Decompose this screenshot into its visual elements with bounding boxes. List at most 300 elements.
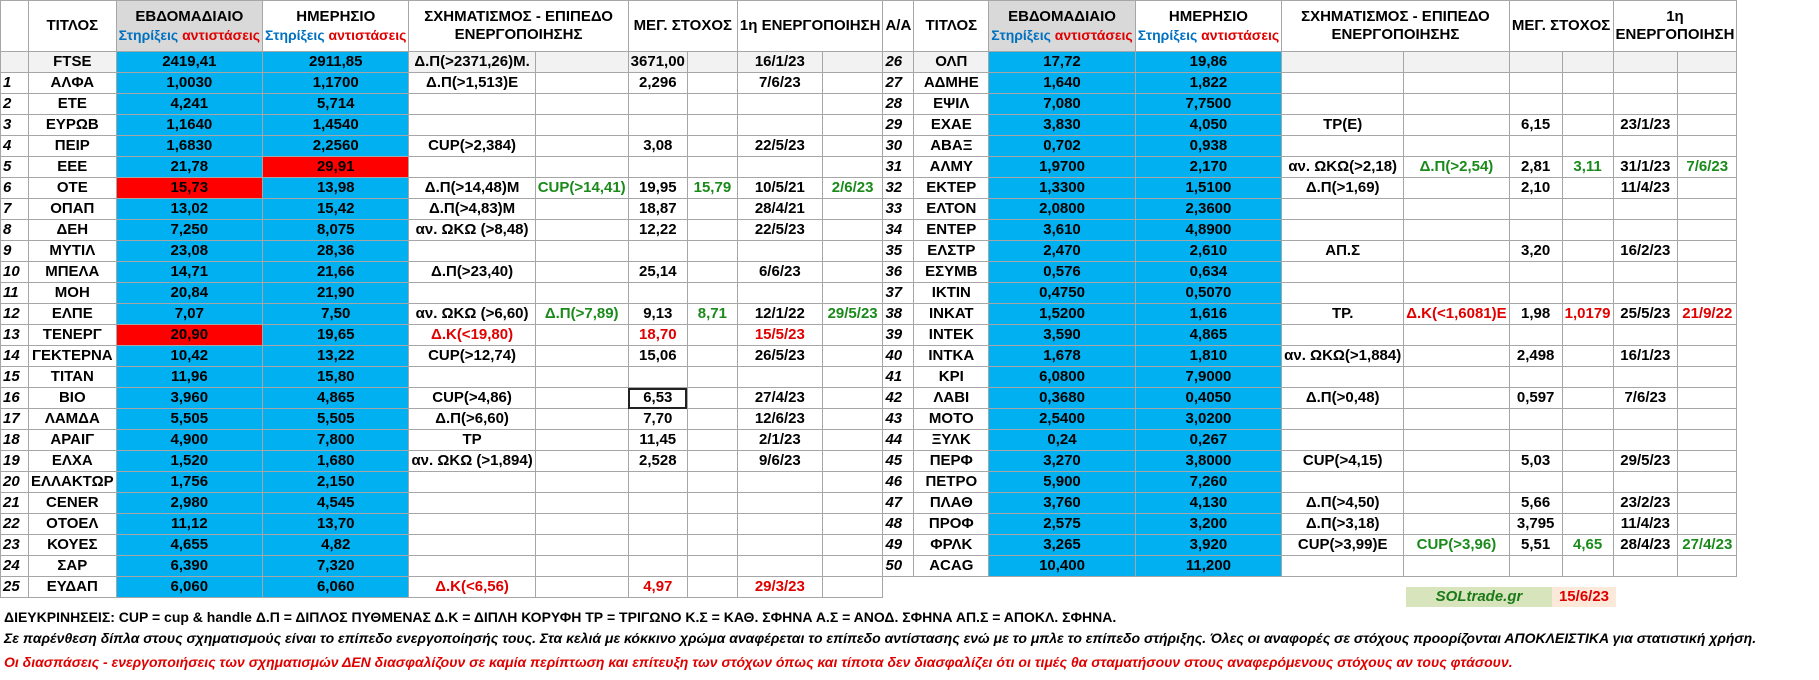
pattern-1[interactable]: αν. ΩΚΩ(>2,18) — [1282, 157, 1404, 178]
daily-level[interactable]: 13,98 — [263, 178, 409, 199]
weekly-level[interactable]: 2,980 — [116, 493, 262, 514]
row-number[interactable]: 21 — [1, 493, 29, 514]
pattern-2[interactable] — [1404, 115, 1509, 136]
stock-name[interactable]: ΞΥΛΚ — [914, 430, 989, 451]
pattern-2[interactable] — [1404, 472, 1509, 493]
activation-1[interactable] — [737, 514, 822, 535]
activation-1[interactable]: 6/6/23 — [737, 262, 822, 283]
pattern-1[interactable]: Δ.Κ(<6,56) — [409, 577, 535, 598]
daily-level[interactable]: 4,8900 — [1135, 220, 1281, 241]
weekly-level[interactable]: 3,960 — [116, 388, 262, 409]
row-number[interactable]: 34 — [883, 220, 914, 241]
pattern-2[interactable] — [535, 157, 628, 178]
target-2[interactable] — [1562, 388, 1613, 409]
weekly-level[interactable]: 0,4750 — [989, 283, 1135, 304]
activation-2[interactable] — [822, 535, 883, 556]
target-1[interactable]: 6,15 — [1509, 115, 1562, 136]
activation-2[interactable] — [822, 73, 883, 94]
daily-level[interactable]: 15,80 — [263, 367, 409, 388]
row-number[interactable]: 20 — [1, 472, 29, 493]
empty-cell[interactable] — [1282, 577, 1404, 598]
activation-1[interactable]: 29/5/23 — [1613, 451, 1678, 472]
target-1[interactable]: 2,498 — [1509, 346, 1562, 367]
weekly-level[interactable]: 6,390 — [116, 556, 262, 577]
weekly-level[interactable]: 3,610 — [989, 220, 1135, 241]
row-number[interactable]: 9 — [1, 241, 29, 262]
daily-level[interactable]: 4,050 — [1135, 115, 1281, 136]
target-2[interactable] — [1562, 115, 1613, 136]
target-1[interactable] — [1509, 199, 1562, 220]
target-1[interactable] — [1509, 262, 1562, 283]
target-2[interactable]: 15,79 — [687, 178, 737, 199]
daily-level[interactable]: 7,9000 — [1135, 367, 1281, 388]
activation-1[interactable] — [737, 556, 822, 577]
pattern-1[interactable] — [409, 367, 535, 388]
daily-level[interactable]: 4,865 — [263, 388, 409, 409]
row-number[interactable]: 31 — [883, 157, 914, 178]
target-2[interactable]: 3,11 — [1562, 157, 1613, 178]
pattern-2[interactable] — [535, 241, 628, 262]
activation-1[interactable] — [1613, 52, 1678, 73]
stock-name[interactable]: ΤΙΤΑΝ — [29, 367, 117, 388]
target-1[interactable] — [628, 115, 687, 136]
row-number[interactable]: 33 — [883, 199, 914, 220]
stock-name[interactable]: ΓΕΚΤΕΡΝΑ — [29, 346, 117, 367]
daily-level[interactable]: 7,800 — [263, 430, 409, 451]
stock-name[interactable]: ΑΛΦΑ — [29, 73, 117, 94]
daily-level[interactable]: 0,634 — [1135, 262, 1281, 283]
daily-level[interactable]: 7,260 — [1135, 472, 1281, 493]
pattern-2[interactable] — [1404, 241, 1509, 262]
daily-level[interactable]: 2,2560 — [263, 136, 409, 157]
activation-1[interactable]: 11/4/23 — [1613, 514, 1678, 535]
activation-1[interactable] — [737, 493, 822, 514]
pattern-1[interactable]: ΤΡ. — [1282, 304, 1404, 325]
row-number[interactable]: 4 — [1, 136, 29, 157]
activation-1[interactable]: 16/1/23 — [1613, 346, 1678, 367]
stock-name[interactable]: ΙΝΚΑΤ — [914, 304, 989, 325]
weekly-level[interactable]: 1,678 — [989, 346, 1135, 367]
pattern-1[interactable] — [1282, 73, 1404, 94]
activation-1[interactable] — [1613, 556, 1678, 577]
target-1[interactable]: 2,10 — [1509, 178, 1562, 199]
target-1[interactable]: 11,45 — [628, 430, 687, 451]
weekly-level[interactable]: 3,760 — [989, 493, 1135, 514]
activation-2[interactable] — [822, 409, 883, 430]
daily-level[interactable]: 3,8000 — [1135, 451, 1281, 472]
activation-2[interactable] — [1678, 115, 1737, 136]
activation-1[interactable]: 16/2/23 — [1613, 241, 1678, 262]
activation-1[interactable]: 22/5/23 — [737, 220, 822, 241]
row-number[interactable]: 48 — [883, 514, 914, 535]
target-2[interactable] — [687, 115, 737, 136]
target-2[interactable] — [687, 367, 737, 388]
activation-2[interactable] — [1678, 241, 1737, 262]
target-2[interactable] — [1562, 346, 1613, 367]
daily-level[interactable]: 1,810 — [1135, 346, 1281, 367]
pattern-2[interactable] — [1404, 514, 1509, 535]
stock-name[interactable]: CENER — [29, 493, 117, 514]
row-number[interactable]: 15 — [1, 367, 29, 388]
row-number[interactable]: 45 — [883, 451, 914, 472]
target-1[interactable] — [628, 283, 687, 304]
empty-cell[interactable] — [883, 577, 914, 598]
activation-1[interactable]: 26/5/23 — [737, 346, 822, 367]
activation-1[interactable] — [737, 241, 822, 262]
activation-1[interactable] — [1613, 283, 1678, 304]
pattern-1[interactable] — [409, 535, 535, 556]
activation-1[interactable] — [737, 367, 822, 388]
target-1[interactable]: 18,87 — [628, 199, 687, 220]
activation-2[interactable] — [1678, 199, 1737, 220]
pattern-2[interactable] — [1404, 94, 1509, 115]
activation-1[interactable]: 28/4/23 — [1613, 535, 1678, 556]
stock-name[interactable]: ΟΠΑΠ — [29, 199, 117, 220]
weekly-level[interactable]: 2419,41 — [116, 52, 262, 73]
pattern-1[interactable]: αν. ΩΚΩ (>8,48) — [409, 220, 535, 241]
pattern-1[interactable]: CUP(>3,99)Ε — [1282, 535, 1404, 556]
pattern-1[interactable] — [1282, 325, 1404, 346]
pattern-2[interactable] — [535, 283, 628, 304]
row-number[interactable]: 40 — [883, 346, 914, 367]
stock-name[interactable]: ΦΡΛΚ — [914, 535, 989, 556]
row-number[interactable]: 29 — [883, 115, 914, 136]
target-2[interactable] — [1562, 472, 1613, 493]
pattern-1[interactable]: Δ.Π(>2371,26)Μ. — [409, 52, 535, 73]
row-number[interactable]: 8 — [1, 220, 29, 241]
target-1[interactable]: 6,53 — [628, 388, 687, 409]
daily-level[interactable]: 0,4050 — [1135, 388, 1281, 409]
activation-1[interactable]: 31/1/23 — [1613, 157, 1678, 178]
weekly-level[interactable]: 21,78 — [116, 157, 262, 178]
activation-1[interactable] — [737, 535, 822, 556]
target-2[interactable] — [1562, 409, 1613, 430]
daily-level[interactable]: 1,822 — [1135, 73, 1281, 94]
pattern-1[interactable] — [1282, 52, 1404, 73]
stock-name[interactable]: ΕΥΔΑΠ — [29, 577, 117, 598]
stock-name[interactable]: ΒΙΟ — [29, 388, 117, 409]
pattern-2[interactable] — [1404, 178, 1509, 199]
stock-name[interactable]: ΕΛΧΑ — [29, 451, 117, 472]
stock-name[interactable]: ΕΛΣΤΡ — [914, 241, 989, 262]
row-number[interactable] — [1, 52, 29, 73]
weekly-level[interactable]: 3,270 — [989, 451, 1135, 472]
target-1[interactable] — [1509, 94, 1562, 115]
weekly-level[interactable]: 5,505 — [116, 409, 262, 430]
stock-name[interactable]: ΠΕΙΡ — [29, 136, 117, 157]
target-2[interactable] — [687, 493, 737, 514]
pattern-2[interactable] — [1404, 220, 1509, 241]
activation-2[interactable] — [822, 157, 883, 178]
pattern-2[interactable] — [535, 451, 628, 472]
weekly-level[interactable]: 10,42 — [116, 346, 262, 367]
activation-2[interactable] — [1678, 430, 1737, 451]
daily-level[interactable]: 19,65 — [263, 325, 409, 346]
row-number[interactable]: 5 — [1, 157, 29, 178]
row-number[interactable]: 41 — [883, 367, 914, 388]
activation-2[interactable] — [1678, 346, 1737, 367]
activation-2[interactable] — [1678, 472, 1737, 493]
target-2[interactable] — [687, 52, 737, 73]
weekly-level[interactable]: 11,12 — [116, 514, 262, 535]
row-number[interactable]: 19 — [1, 451, 29, 472]
pattern-1[interactable]: Δ.Π(>1,513)Ε — [409, 73, 535, 94]
row-number[interactable]: 12 — [1, 304, 29, 325]
target-1[interactable] — [1509, 325, 1562, 346]
target-1[interactable] — [628, 472, 687, 493]
target-2[interactable] — [687, 409, 737, 430]
daily-level[interactable]: 13,22 — [263, 346, 409, 367]
target-2[interactable] — [1562, 325, 1613, 346]
target-2[interactable] — [687, 514, 737, 535]
activation-1[interactable] — [737, 283, 822, 304]
daily-level[interactable]: 1,680 — [263, 451, 409, 472]
activation-1[interactable]: 23/2/23 — [1613, 493, 1678, 514]
row-number[interactable]: 6 — [1, 178, 29, 199]
daily-level[interactable]: 3,200 — [1135, 514, 1281, 535]
row-number[interactable]: 26 — [883, 52, 914, 73]
pattern-1[interactable] — [409, 241, 535, 262]
target-1[interactable]: 7,70 — [628, 409, 687, 430]
activation-1[interactable] — [1613, 94, 1678, 115]
daily-level[interactable]: 7,320 — [263, 556, 409, 577]
activation-2[interactable] — [822, 514, 883, 535]
pattern-2[interactable] — [1404, 136, 1509, 157]
target-2[interactable] — [687, 346, 737, 367]
target-1[interactable] — [1509, 367, 1562, 388]
activation-1[interactable]: 25/5/23 — [1613, 304, 1678, 325]
row-number[interactable]: 13 — [1, 325, 29, 346]
stock-name[interactable]: ΤΕΝΕΡΓ — [29, 325, 117, 346]
pattern-1[interactable] — [1282, 556, 1404, 577]
activation-2[interactable] — [822, 262, 883, 283]
stock-name[interactable]: ΜΥΤΙΛ — [29, 241, 117, 262]
activation-2[interactable] — [1678, 388, 1737, 409]
weekly-level[interactable]: 0,24 — [989, 430, 1135, 451]
daily-level[interactable]: 29,91 — [263, 157, 409, 178]
activation-2[interactable] — [1678, 136, 1737, 157]
activation-1[interactable]: 15/5/23 — [737, 325, 822, 346]
stock-name[interactable]: ΑΡΑΙΓ — [29, 430, 117, 451]
target-2[interactable] — [1562, 52, 1613, 73]
pattern-1[interactable] — [1282, 220, 1404, 241]
pattern-1[interactable]: Δ.Π(>1,69) — [1282, 178, 1404, 199]
pattern-2[interactable] — [535, 577, 628, 598]
target-2[interactable] — [687, 241, 737, 262]
weekly-level[interactable]: 1,520 — [116, 451, 262, 472]
empty-cell[interactable] — [914, 577, 989, 598]
stock-name[interactable]: ΕΛΤΟΝ — [914, 199, 989, 220]
activation-2[interactable]: 21/9/22 — [1678, 304, 1737, 325]
weekly-level[interactable]: 0,702 — [989, 136, 1135, 157]
pattern-2[interactable] — [535, 388, 628, 409]
weekly-level[interactable]: 1,0030 — [116, 73, 262, 94]
pattern-2[interactable]: Δ.Π(>2,54) — [1404, 157, 1509, 178]
stock-name[interactable]: ΠΕΡΦ — [914, 451, 989, 472]
activation-2[interactable] — [822, 94, 883, 115]
pattern-2[interactable] — [1404, 556, 1509, 577]
stock-name[interactable]: ΕΤΕ — [29, 94, 117, 115]
target-1[interactable] — [628, 493, 687, 514]
stock-name[interactable]: FTSE — [29, 52, 117, 73]
weekly-level[interactable]: 6,0800 — [989, 367, 1135, 388]
stock-name[interactable]: ΟΤΟΕΛ — [29, 514, 117, 535]
daily-level[interactable]: 2,170 — [1135, 157, 1281, 178]
daily-level[interactable]: 6,060 — [263, 577, 409, 598]
pattern-2[interactable] — [1404, 493, 1509, 514]
activation-1[interactable]: 27/4/23 — [737, 388, 822, 409]
activation-1[interactable] — [1613, 430, 1678, 451]
pattern-1[interactable] — [1282, 262, 1404, 283]
weekly-level[interactable]: 6,060 — [116, 577, 262, 598]
target-2[interactable] — [687, 577, 737, 598]
daily-level[interactable]: 13,70 — [263, 514, 409, 535]
target-1[interactable]: 5,03 — [1509, 451, 1562, 472]
target-2[interactable] — [687, 556, 737, 577]
target-2[interactable]: 1,0179 — [1562, 304, 1613, 325]
row-number[interactable]: 11 — [1, 283, 29, 304]
weekly-level[interactable]: 2,5400 — [989, 409, 1135, 430]
empty-cell[interactable] — [1613, 577, 1678, 598]
target-2[interactable]: 8,71 — [687, 304, 737, 325]
stock-name[interactable]: ΕΨΙΛ — [914, 94, 989, 115]
empty-cell[interactable] — [1678, 577, 1737, 598]
row-number[interactable]: 23 — [1, 535, 29, 556]
daily-level[interactable]: 0,938 — [1135, 136, 1281, 157]
activation-2[interactable] — [1678, 367, 1737, 388]
pattern-1[interactable]: Δ.Π(>4,83)Μ — [409, 199, 535, 220]
pattern-2[interactable] — [1404, 409, 1509, 430]
stock-name[interactable]: ΑΛΜΥ — [914, 157, 989, 178]
daily-level[interactable]: 19,86 — [1135, 52, 1281, 73]
stock-name[interactable]: ΟΤΕ — [29, 178, 117, 199]
pattern-1[interactable]: ΑΠ.Σ — [1282, 241, 1404, 262]
pattern-2[interactable] — [1404, 346, 1509, 367]
activation-2[interactable] — [1678, 262, 1737, 283]
pattern-2[interactable] — [535, 430, 628, 451]
target-1[interactable] — [628, 514, 687, 535]
pattern-1[interactable] — [1282, 199, 1404, 220]
row-number[interactable]: 25 — [1, 577, 29, 598]
weekly-level[interactable]: 10,400 — [989, 556, 1135, 577]
target-1[interactable]: 25,14 — [628, 262, 687, 283]
row-number[interactable]: 49 — [883, 535, 914, 556]
stock-name[interactable]: ΙΝΤΚΑ — [914, 346, 989, 367]
pattern-2[interactable]: Δ.Π(>7,89) — [535, 304, 628, 325]
stock-name[interactable]: ΙΚΤΙΝ — [914, 283, 989, 304]
target-2[interactable] — [1562, 556, 1613, 577]
row-number[interactable]: 27 — [883, 73, 914, 94]
activation-2[interactable] — [1678, 178, 1737, 199]
stock-name[interactable]: ΙΝΤΕΚ — [914, 325, 989, 346]
target-1[interactable]: 9,13 — [628, 304, 687, 325]
weekly-level[interactable]: 3,265 — [989, 535, 1135, 556]
activation-2[interactable]: 2/6/23 — [822, 178, 883, 199]
target-1[interactable]: 3,20 — [1509, 241, 1562, 262]
pattern-2[interactable] — [535, 199, 628, 220]
activation-1[interactable] — [1613, 136, 1678, 157]
activation-2[interactable] — [822, 115, 883, 136]
weekly-level[interactable]: 0,3680 — [989, 388, 1135, 409]
weekly-level[interactable]: 1,1640 — [116, 115, 262, 136]
stock-name[interactable]: ΕΛΛΑΚΤΩΡ — [29, 472, 117, 493]
activation-2[interactable] — [1678, 220, 1737, 241]
pattern-2[interactable] — [535, 472, 628, 493]
pattern-2[interactable] — [535, 73, 628, 94]
pattern-2[interactable] — [535, 535, 628, 556]
target-1[interactable]: 5,51 — [1509, 535, 1562, 556]
target-1[interactable] — [628, 241, 687, 262]
row-number[interactable]: 24 — [1, 556, 29, 577]
pattern-1[interactable]: Δ.Π(>6,60) — [409, 409, 535, 430]
empty-cell[interactable] — [1135, 577, 1281, 598]
target-2[interactable] — [687, 73, 737, 94]
daily-level[interactable]: 2,150 — [263, 472, 409, 493]
stock-name[interactable]: ΕΕΕ — [29, 157, 117, 178]
activation-1[interactable]: 12/1/22 — [737, 304, 822, 325]
daily-level[interactable]: 1,1700 — [263, 73, 409, 94]
target-2[interactable] — [687, 136, 737, 157]
pattern-1[interactable]: Δ.Π(>3,18) — [1282, 514, 1404, 535]
target-2[interactable] — [1562, 73, 1613, 94]
activation-1[interactable]: 29/3/23 — [737, 577, 822, 598]
row-number[interactable]: 16 — [1, 388, 29, 409]
stock-name[interactable]: ΛΑΜΔΑ — [29, 409, 117, 430]
target-1[interactable] — [1509, 556, 1562, 577]
weekly-level[interactable]: 3,830 — [989, 115, 1135, 136]
pattern-2[interactable]: CUP(>14,41) — [535, 178, 628, 199]
pattern-1[interactable] — [409, 115, 535, 136]
pattern-1[interactable] — [409, 493, 535, 514]
pattern-1[interactable] — [1282, 409, 1404, 430]
activation-1[interactable]: 9/6/23 — [737, 451, 822, 472]
weekly-level[interactable]: 1,6830 — [116, 136, 262, 157]
target-2[interactable] — [687, 262, 737, 283]
pattern-1[interactable]: CUP(>4,15) — [1282, 451, 1404, 472]
daily-level[interactable]: 2,610 — [1135, 241, 1281, 262]
stock-name[interactable]: ΚΟΥΕΣ — [29, 535, 117, 556]
pattern-1[interactable] — [1282, 94, 1404, 115]
activation-2[interactable] — [822, 472, 883, 493]
weekly-level[interactable]: 7,080 — [989, 94, 1135, 115]
row-number[interactable]: 37 — [883, 283, 914, 304]
target-2[interactable] — [1562, 451, 1613, 472]
pattern-2[interactable] — [535, 556, 628, 577]
pattern-2[interactable] — [535, 514, 628, 535]
weekly-level[interactable]: 2,575 — [989, 514, 1135, 535]
activation-2[interactable] — [822, 367, 883, 388]
activation-1[interactable]: 22/5/23 — [737, 136, 822, 157]
target-2[interactable] — [687, 430, 737, 451]
target-1[interactable]: 0,597 — [1509, 388, 1562, 409]
pattern-2[interactable] — [1404, 199, 1509, 220]
activation-2[interactable] — [1678, 94, 1737, 115]
row-number[interactable]: 50 — [883, 556, 914, 577]
target-2[interactable] — [687, 388, 737, 409]
target-2[interactable] — [1562, 178, 1613, 199]
daily-level[interactable]: 1,616 — [1135, 304, 1281, 325]
activation-2[interactable]: 7/6/23 — [1678, 157, 1737, 178]
weekly-level[interactable]: 7,250 — [116, 220, 262, 241]
target-1[interactable]: 2,528 — [628, 451, 687, 472]
target-1[interactable]: 5,66 — [1509, 493, 1562, 514]
pattern-2[interactable] — [535, 493, 628, 514]
activation-1[interactable] — [1613, 262, 1678, 283]
daily-level[interactable]: 4,865 — [1135, 325, 1281, 346]
stock-name[interactable]: ΕΥΡΩΒ — [29, 115, 117, 136]
target-2[interactable] — [687, 325, 737, 346]
pattern-1[interactable]: αν. ΩΚΩ(>1,884) — [1282, 346, 1404, 367]
